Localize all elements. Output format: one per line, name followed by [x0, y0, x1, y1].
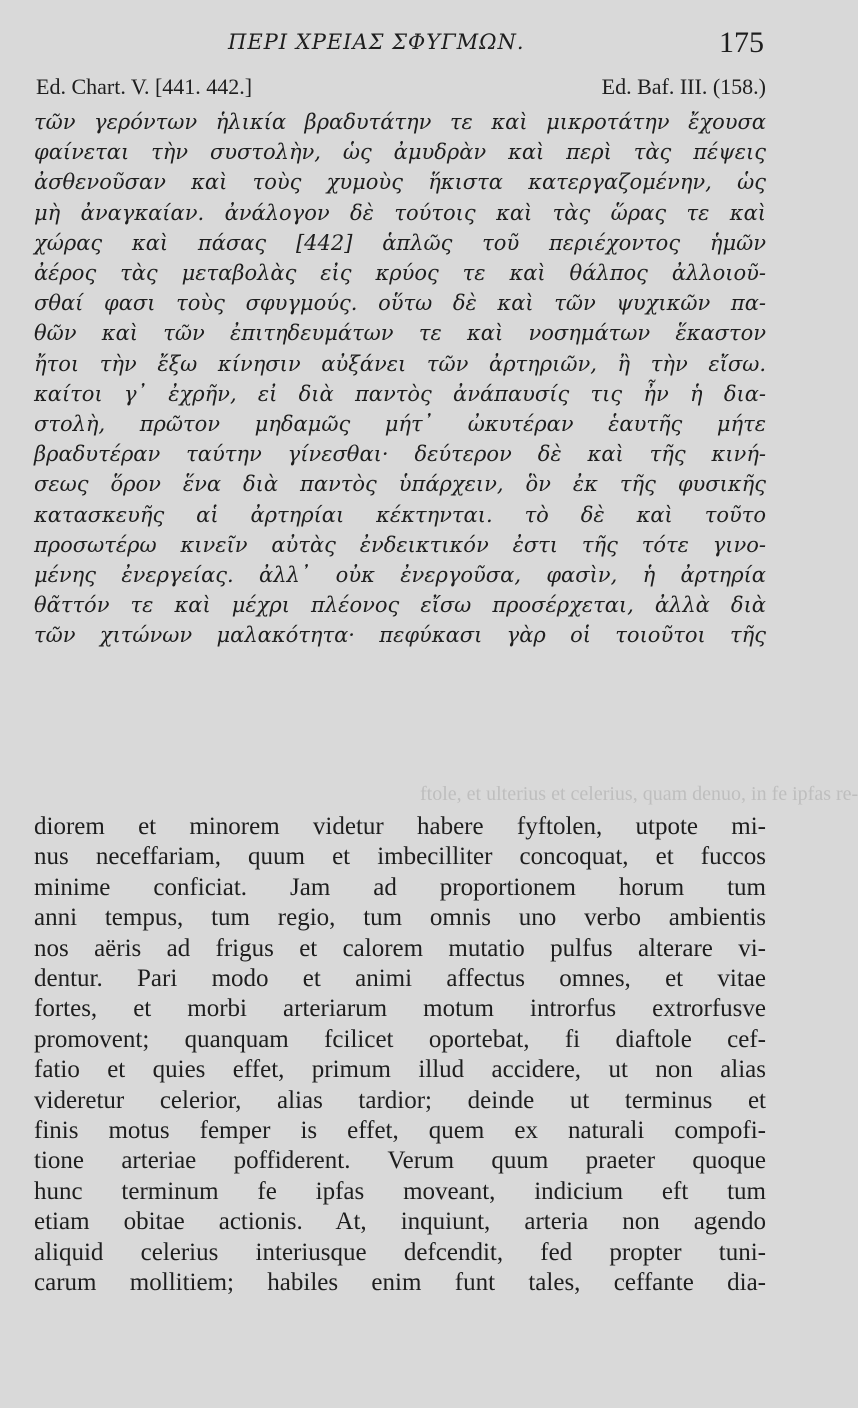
latin-text-block	[34, 812, 766, 1299]
latin-line: aliquid celerius interiusque defcendit, fed propter tuni-	[34, 1238, 766, 1266]
greek-text-block	[34, 107, 766, 651]
greek-line: ἀέρος τὰς μεταβολὰς εἰς κρύος τε καὶ θάλπος ἀλλοιοῦ-	[34, 261, 766, 286]
greek-line: στολὴ, πρῶτον μηδαμῶς μήτ᾽ ὠκυτέραν ἑαυτῆς μήτε	[34, 412, 766, 437]
edition-references	[36, 74, 766, 104]
greek-line: κατασκευῆς αἱ ἀρτηρίαι κέκτηνται. τὸ δὲ καὶ τοῦτο	[34, 502, 766, 527]
bleed-through-text: ftole, et ulterius et celerius, quam denuo, in fe ipfas re-	[420, 783, 858, 805]
greek-line: θᾶττόν τε καὶ μέχρι πλέονος εἴσω προσέρχεται, ἀλλὰ διὰ	[34, 593, 766, 618]
latin-line: nos aëris ad frigus et calorem mutatio pulfus alterare vi-	[34, 934, 766, 962]
greek-line: καίτοι γ᾽ ἐχρῆν, εἰ διὰ παντὸς ἀνάπαυσίς τις ἦν ἡ δια-	[34, 381, 766, 406]
edition-reference-basel: Ed. Baf. III. (158.)	[601, 74, 766, 99]
greek-line: τῶν γερόντων ἡλικία βραδυτάτην τε καὶ μικροτάτην ἔχουσα	[34, 110, 766, 134]
greek-line: φαίνεται τὴν συστολὴν, ὡς ἀμυδρὰν καὶ περὶ τὰς πέψεις	[34, 140, 766, 165]
latin-line: promovent; quanquam fcilicet oportebat, fi diaftole cef-	[34, 1025, 766, 1053]
running-title: ΠΕΡΙ ΧΡΕΙΑΣ ΣΦΥΓΜΩΝ.	[228, 30, 525, 54]
latin-line: fatio et quies effet, primum illud accidere, ut non alias	[34, 1056, 766, 1084]
greek-line: ἤτοι τὴν ἔξω κίνησιν αὐξάνει τῶν ἀρτηριῶν, ἢ τὴν εἴσω.	[34, 351, 766, 376]
greek-line: χώρας καὶ πάσας [442] ἁπλῶς τοῦ περιέχοντος ἡμῶν	[34, 230, 766, 255]
greek-line: μὴ ἀναγκαίαν. ἀνάλογον δὲ τούτοις καὶ τὰς ὥρας τε καὶ	[34, 200, 766, 225]
greek-line: τῶν χιτώνων μαλακότητα· πεφύκασι γὰρ οἱ τοιοῦτοι τῆς	[34, 623, 766, 648]
greek-line: σθαί φασι τοὺς σφυγμούς. οὕτω δὲ καὶ τῶν ψυχικῶν πα-	[34, 291, 766, 316]
greek-line: ἀσθενοῦσαν καὶ τοὺς χυμοὺς ἥκιστα κατεργαζομένην, ὡς	[34, 170, 766, 195]
greek-line: θῶν καὶ τῶν ἐπιτηδευμάτων τε καὶ νοσημάτων ἕκαστον	[34, 321, 766, 346]
running-head	[0, 26, 800, 62]
latin-line: tione arteriae poffiderent. Verum quum praeter quoque	[34, 1147, 766, 1175]
latin-line: anni tempus, tum regio, tum omnis uno verbo ambientis	[34, 904, 766, 932]
latin-line: fortes, et morbi arteriarum motum introrfus extrorfusve	[34, 995, 766, 1023]
latin-line: minime conficiat. Jam ad proportionem horum tum	[34, 873, 766, 901]
latin-line: etiam obitae actionis. At, inquiunt, arteria non agendo	[34, 1208, 766, 1236]
latin-line: diorem et minorem videtur habere fyftolen, utpote mi-	[34, 813, 766, 840]
greek-line: βραδυτέραν ταύτην γίνεσθαι· δεύτερον δὲ καὶ τῆς κινή-	[34, 442, 766, 467]
greek-line: προσωτέρω κινεῖν αὐτὰς ἐνδεικτικόν ἐστι τῆς τότε γινο-	[34, 532, 766, 557]
edition-reference-chartier: Ed. Chart. V. [441. 442.]	[36, 74, 253, 99]
latin-line: videretur celerior, alias tardior; deinde ut terminus et	[34, 1086, 766, 1114]
latin-line: finis motus femper is effet, quem ex naturali compofi-	[34, 1117, 766, 1145]
latin-line: hunc terminum fe ipfas moveant, indicium eft tum	[34, 1177, 766, 1205]
page-number: 175	[719, 26, 764, 59]
latin-line: carum mollitiem; habiles enim funt tales, ceffante dia-	[34, 1269, 766, 1297]
greek-line: σεως ὅρον ἕνα διὰ παντὸς ὑπάρχειν, ὃν ἐκ τῆς φυσικῆς	[34, 472, 766, 497]
latin-line: nus neceffariam, quum et imbecilliter concoquat, et fuccos	[34, 843, 766, 871]
greek-line: μένης ἐνεργείας. ἀλλ᾽ οὐκ ἐνεργοῦσα, φασὶν, ἡ ἀρτηρία	[34, 563, 766, 588]
latin-line: dentur. Pari modo et animi affectus omnes, et vitae	[34, 965, 766, 993]
